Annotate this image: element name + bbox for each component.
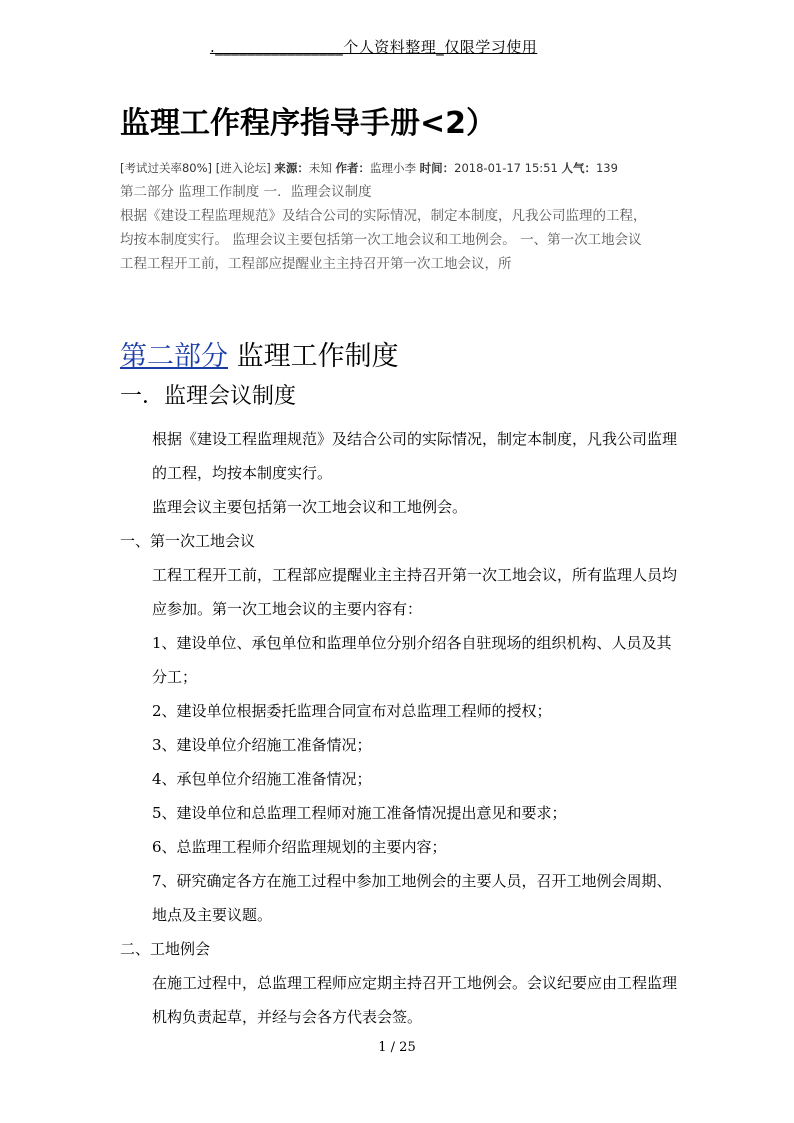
body-paragraph: 2、建设单位根据委托监理合同宣布对总监理工程师的授权； — [152, 702, 552, 720]
body-paragraph: 一、第一次工地会议 — [120, 532, 256, 550]
author-label: 作者： — [335, 161, 370, 175]
page-header: .________________个人资料整理_仅限学习使用 — [210, 38, 538, 56]
author-value: 监理小李 — [370, 161, 416, 175]
part-heading — [120, 334, 399, 373]
body-paragraph: 6、总监理工程师介绍监理规划的主要内容； — [152, 838, 447, 856]
summary-line: 根据《建设工程监理规范》及结合公司的实际情况，制定本制度，凡我公司监理的工程， — [120, 208, 647, 224]
source-value: 未知 — [308, 161, 332, 175]
body-text — [120, 422, 680, 1034]
section-heading: 一．监理会议制度 — [120, 384, 297, 409]
summary-line: 均按本制度实行。 监理会议主要包括第一次工地会议和工地例会。 一、第一次工地会议 — [120, 232, 642, 248]
body-paragraph: 4、承包单位介绍施工准备情况； — [152, 770, 372, 788]
document-title: 监理工作程序指导手册<2） — [120, 106, 497, 141]
article-meta — [120, 160, 618, 176]
body-paragraph: 5、建设单位和总监理工程师对施工准备情况提出意见和要求； — [152, 804, 567, 822]
exam-rate-link[interactable]: [考试过关率80%] — [120, 161, 213, 175]
part-heading-rest: 监理工作制度 — [228, 341, 399, 372]
body-paragraph: 7、研究确定各方在施工过程中参加工地例会的主要人员，召开工地例会周期、地点及主要议题。 — [152, 872, 672, 924]
time-label: 时间： — [419, 161, 455, 175]
time-value: 2018-01-17 15:51 — [454, 161, 558, 175]
views-value: 139 — [595, 161, 618, 175]
body-paragraph: 根据《建设工程监理规范》及结合公司的实际情况，制定本制度，凡我公司监理的工程，均按本制度实行。 — [152, 430, 678, 482]
part-link[interactable]: 第二部分 — [120, 341, 228, 372]
forum-link[interactable]: [进入论坛] — [215, 161, 271, 175]
body-paragraph: 工程工程开工前，工程部应提醒业主主持召开第一次工地会议，所有监理人员均应参加。第一次工地会议的主要内容有： — [152, 566, 678, 618]
source-label: 来源： — [274, 161, 309, 175]
summary-line: 第二部分 监理工作制度 一．监理会议制度 — [120, 184, 372, 200]
body-paragraph: 3、建设单位介绍施工准备情况； — [152, 736, 372, 754]
summary-line: 工程工程开工前，工程部应提醒业主主持召开第一次工地会议，所 — [120, 256, 512, 272]
views-label: 人气： — [561, 161, 596, 175]
body-paragraph: 二、工地例会 — [120, 940, 211, 958]
article-summary — [120, 180, 680, 276]
page-number: 1 / 25 — [378, 1040, 416, 1055]
body-paragraph: 在施工过程中，总监理工程师应定期主持召开工地例会。会议纪要应由工程监理机构负责起草，并经与会各方代表会签。 — [152, 974, 678, 1026]
body-paragraph: 1、建设单位、承包单位和监理单位分别介绍各自驻现场的组织机构、人员及其分工； — [152, 634, 672, 686]
body-paragraph: 监理会议主要包括第一次工地会议和工地例会。 — [152, 498, 468, 516]
